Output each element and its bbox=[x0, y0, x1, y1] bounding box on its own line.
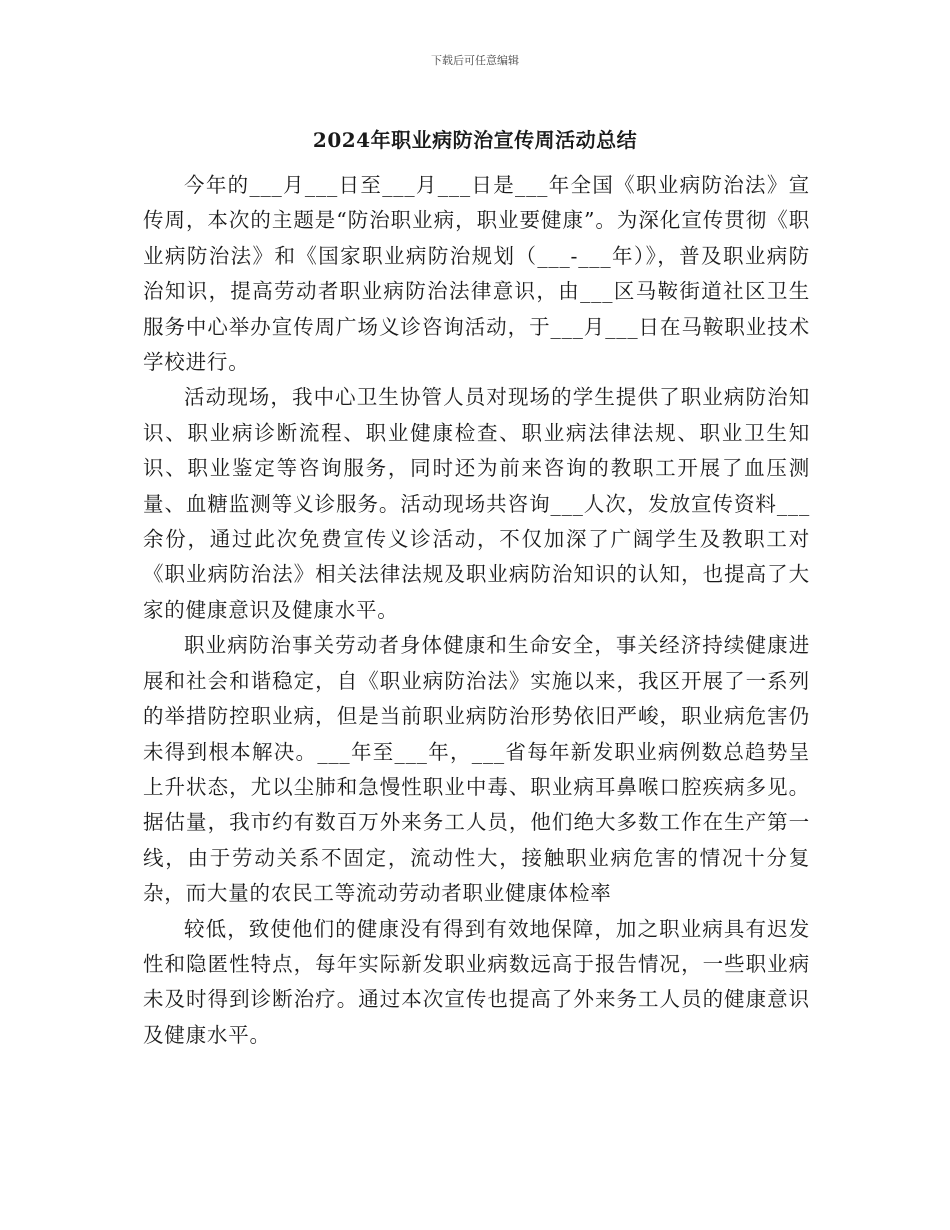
document-title: 2024年职业病防治宣传周活动总结 bbox=[312, 128, 638, 152]
document-body bbox=[143, 168, 810, 1053]
paragraph-3: 职业病防治事关劳动者身体健康和生命安全，事关经济持续健康进展和社会和谐稳定，自《职业病防治法》实施以来，我区开展了一系列的举措防控职业病，但是当前职业病防治形势依旧严峻，职业病危害仍未得到根本解决。___年至___年，___省每年新发职业病例数总趋势呈上升状态，尤以尘肺和急慢性职业中毒、职业病耳鼻喉口腔疾病多见。据估量，我市约有数百万外来务工人员，他们绝大多数工作在生产第一线，由于劳动关系不固定，流动性大，接触职业病危害的情况十分复杂，而大量的农民工等流动劳动者职业健康体检率 bbox=[143, 633, 810, 906]
paragraph-2: 活动现场，我中心卫生协管人员对现场的学生提供了职业病防治知识、职业病诊断流程、职业健康检查、职业病法律法规、职业卫生知识、职业鉴定等咨询服务，同时还为前来咨询的教职工开展了血压测量、血糖监测等义诊服务。活动现场共咨询___人次，发放宣传资料___余份，通过此次免费宣传义诊活动，不仅加深了广阔学生及教职工对《职业病防治法》相关法律法规及职业病防治知识的认知，也提高了大家的健康意识及健康水平。 bbox=[143, 385, 810, 622]
paragraph-1: 今年的___月___日至___月___日是___年全国《职业病防治法》宣传周，本次的主题是“防治职业病，职业要健康”。为深化宣传贯彻《职业病防治法》和《国家职业病防治规划（___-___年）》，普及职业病防治知识，提高劳动者职业病防治法律意识，由___区马鞍街道社区卫生服务中心举办宣传周广场义诊咨询活动，于___月___日在马鞍职业技术学校进行。 bbox=[143, 173, 810, 375]
paragraph-4: 较低，致使他们的健康没有得到有效地保障，加之职业病具有迟发性和隐匿性特点，每年实际新发职业病数远高于报告情况，一些职业病未及时得到诊断治疗。通过本次宣传也提高了外来务工人员的健康意识及健康水平。 bbox=[143, 916, 810, 1047]
page-header-note: 下载后可任意编辑 bbox=[431, 54, 519, 67]
